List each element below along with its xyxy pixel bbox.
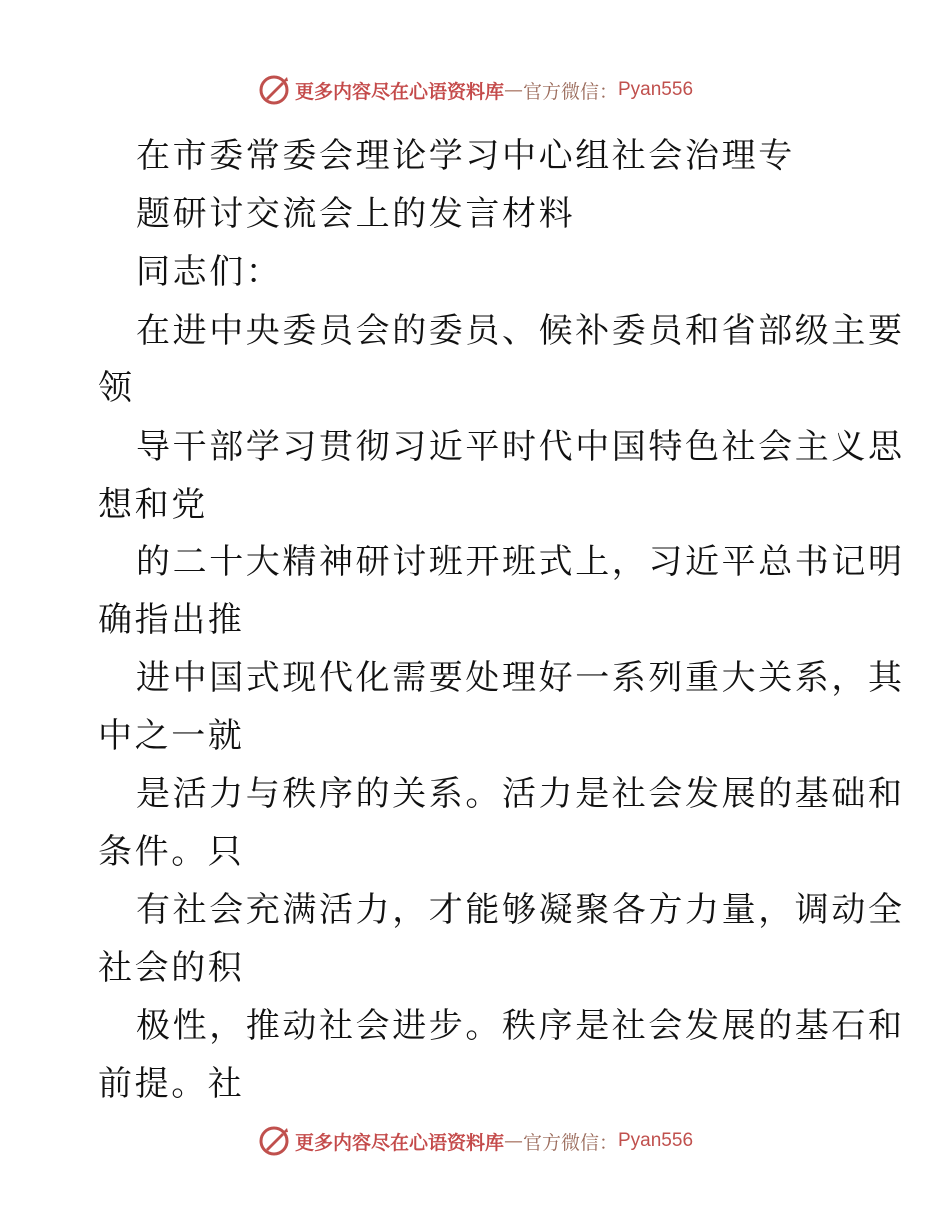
body-line: 想和党 <box>98 485 208 525</box>
watermark-id: Pyan556 <box>618 1130 694 1151</box>
body-line: 极性，推动社会进步。秩序是社会发展的基石和 <box>136 1006 905 1046</box>
watermark-separator: — <box>503 79 523 101</box>
title-line-2: 题研讨交流会上的发言材料 <box>136 194 576 234</box>
body-line: 有社会充满活力，才能够凝聚各方力量，调动全 <box>136 890 905 930</box>
quill-logo-icon <box>257 1124 291 1158</box>
watermark-label: 官方微信： <box>522 1131 618 1154</box>
body-line: 中之一就 <box>98 716 245 756</box>
watermark-text: 更多内容尽在心语资料库 <box>294 1131 504 1154</box>
watermark-banner-bottom <box>0 1121 950 1161</box>
body-line: 在进中央委员会的委员、候补委员和省部级主要 <box>136 311 905 351</box>
body-line: 是活力与秩序的关系。活力是社会发展的基础和 <box>136 774 905 814</box>
body-line: 导干部学习贯彻习近平时代中国特色社会主义思 <box>136 427 905 467</box>
body-line: 条件。只 <box>98 832 245 872</box>
body-line: 前提。社 <box>98 1064 245 1104</box>
body-line: 确指出推 <box>98 600 245 640</box>
watermark-separator: — <box>503 1130 523 1152</box>
quill-logo-icon <box>257 73 291 107</box>
salutation: 同志们： <box>136 252 283 292</box>
watermark-id: Pyan556 <box>618 79 694 100</box>
body-line: 的二十大精神研讨班开班式上，习近平总书记明 <box>136 542 905 582</box>
body-line: 社会的积 <box>98 948 245 988</box>
body-line: 进中国式现代化需要处理好一系列重大关系，其 <box>136 658 905 698</box>
body-line: 领 <box>98 368 135 408</box>
title-line-1: 在市委常委会理论学习中心组社会治理专 <box>136 136 795 176</box>
watermark-text: 更多内容尽在心语资料库 <box>294 80 504 103</box>
watermark-label: 官方微信： <box>522 80 618 103</box>
watermark-banner-top <box>0 70 950 110</box>
